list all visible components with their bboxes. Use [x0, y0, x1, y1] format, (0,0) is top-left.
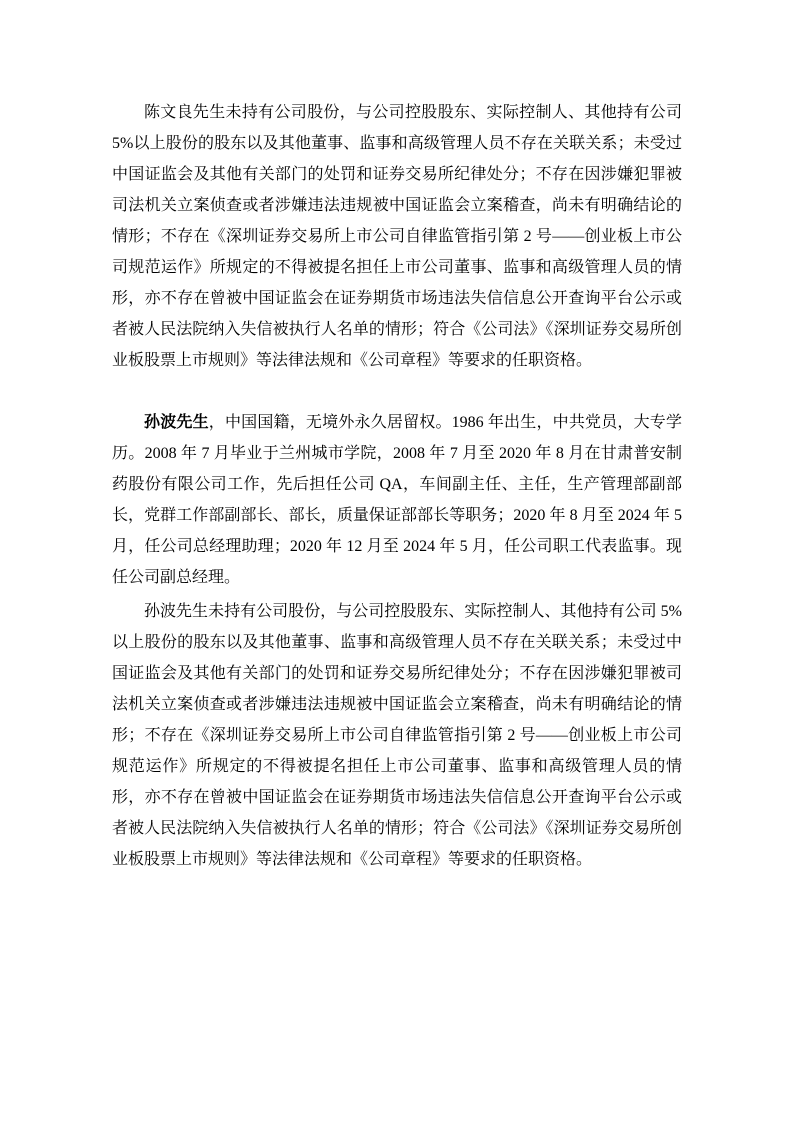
- document-text-block: [112, 97, 682, 875]
- paragraph-sun-compliance-text: 孙波先生未持有公司股份，与公司控股股东、实际控制人、其他持有公司 5%以上股份的股东以及其他董事、监事和高级管理人员不存在关联关系；未受过中国证监会及其他有关部门的处罚和证券交易所纪律处分；不存在因涉嫌犯罪被司法机关立案侦查或者涉嫌违法违规被中国证监会立案稽查，尚未有明确结论的情形；不存在《深圳证券交易所上市公司自律监管指引第 2 号——创业板上市公司规范运作》所规定的不得被提名担任上市公司董事、监事和高级管理人员的情形，亦不存在曾被中国证监会在证券期货市场违法失信信息公开查询平台公示或者被人民法院纳入失信被执行人名单的情形；符合《公司法》《深圳证券交易所创业板股票上市规则》等法律法规和《公司章程》等要求的任职资格。: [112, 603, 682, 868]
- paragraph-sun-compliance: [112, 596, 682, 875]
- paragraph-sun-biography: [112, 407, 682, 593]
- person-name-sun-bo: 孙波先生: [144, 414, 209, 431]
- paragraph-sun-biography-text: ，中国国籍，无境外永久居留权。1986 年出生，中共党员，大专学历。2008 年 7 月毕业于兰州城市学院，2008 年 7 月至 2020 年 8 月在甘肃普安制药股份有限公司工作，先后担任公司 QA，车间副主任、主任，生产管理部副部长，党群工作部副部长、部长，质量保证部部长等职务；2020 年 8 月至 2024 年 5 月，任公司总经理助理；2020 年 12 月至 2024 年 5 月，任公司职工代表监事。现任公司副总经理。: [112, 414, 682, 586]
- paragraph-chen-compliance-text: 陈文良先生未持有公司股份，与公司控股股东、实际控制人、其他持有公司5%以上股份的股东以及其他董事、监事和高级管理人员不存在关联关系；未受过中国证监会及其他有关部门的处罚和证券交易所纪律处分；不存在因涉嫌犯罪被司法机关立案侦查或者涉嫌违法违规被中国证监会立案稽查，尚未有明确结论的情形；不存在《深圳证券交易所上市公司自律监管指引第 2 号——创业板上市公司规范运作》所规定的不得被提名担任上市公司董事、监事和高级管理人员的情形，亦不存在曾被中国证监会在证券期货市场违法失信信息公开查询平台公示或者被人民法院纳入失信被执行人名单的情形；符合《公司法》《深圳证券交易所创业板股票上市规则》等法律法规和《公司章程》等要求的任职资格。: [112, 104, 682, 369]
- paragraph-chen-compliance: [112, 97, 682, 376]
